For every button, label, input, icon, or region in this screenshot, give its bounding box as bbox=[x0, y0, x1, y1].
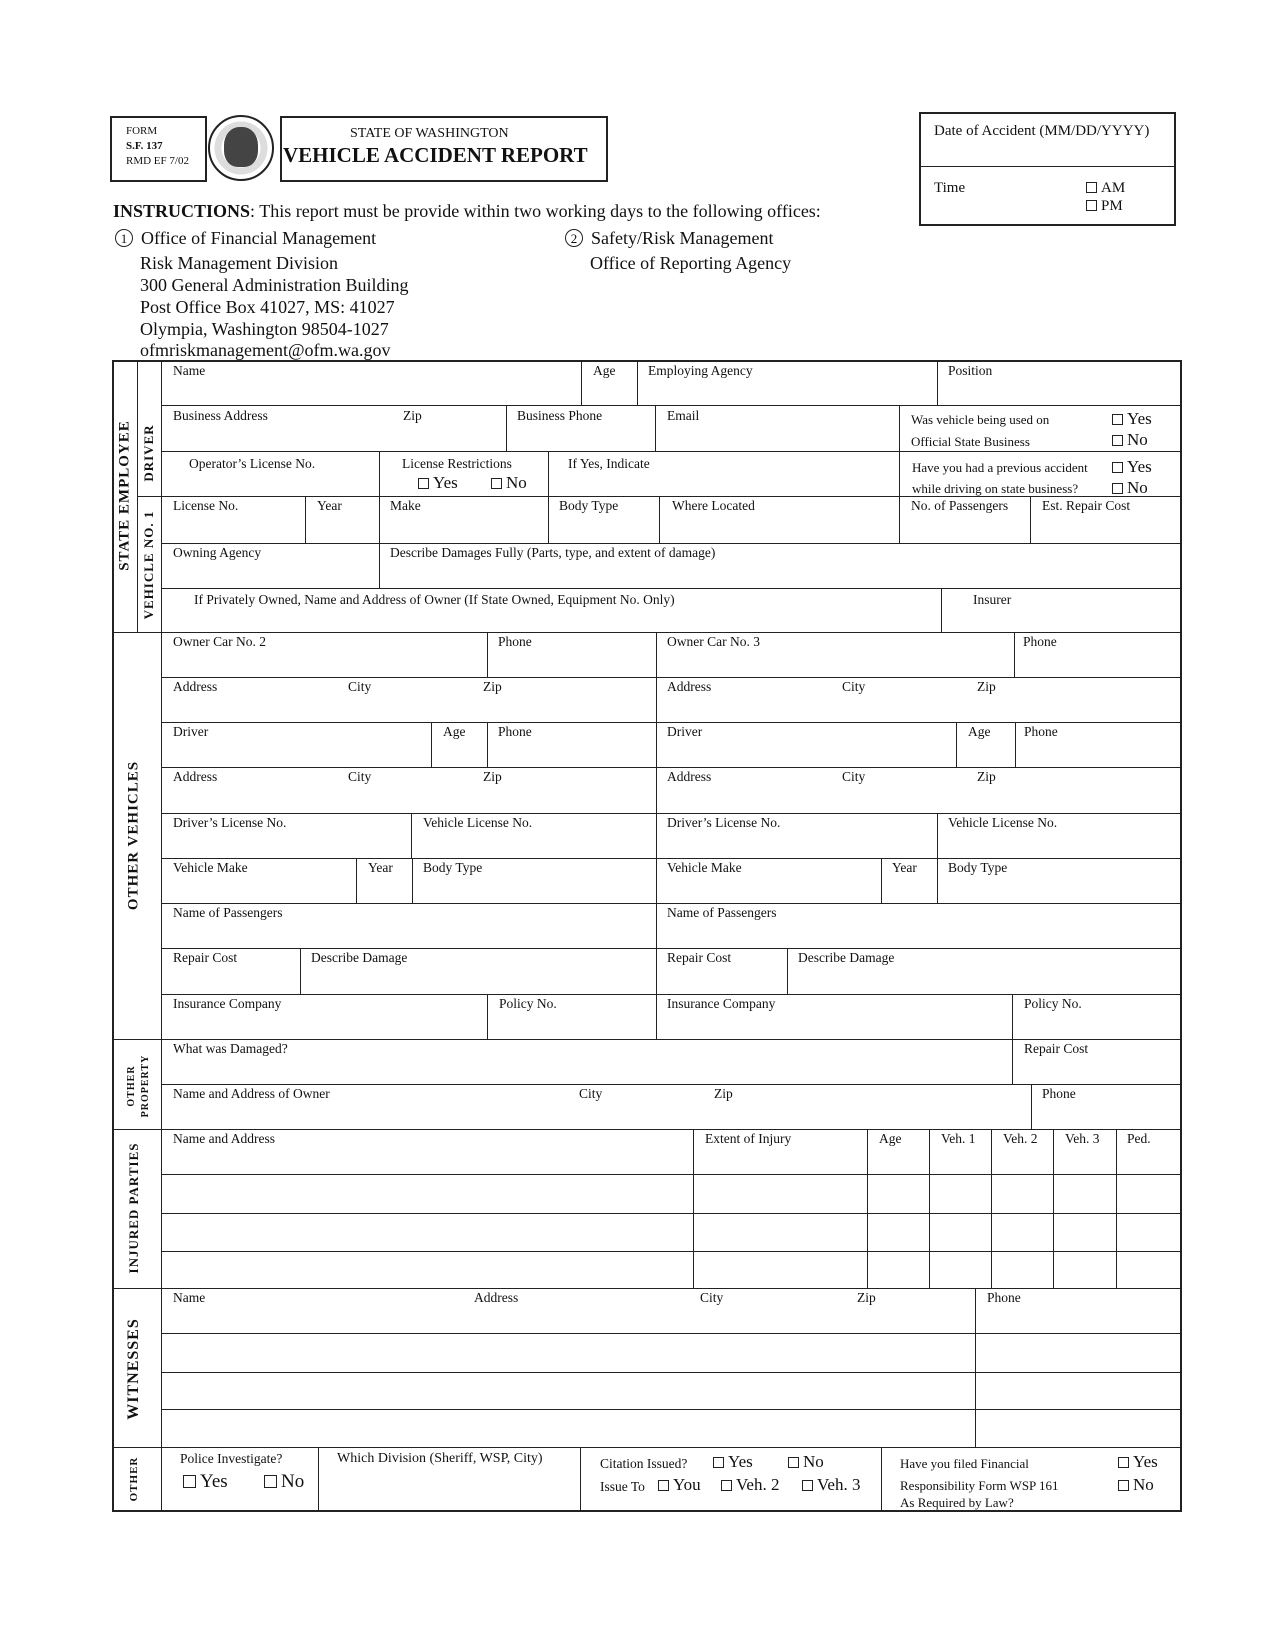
divider bbox=[161, 405, 1182, 406]
checkbox-icon bbox=[1118, 1480, 1129, 1491]
office1-line: Olympia, Washington 98504-1027 bbox=[140, 319, 389, 339]
cell-divider bbox=[656, 632, 657, 1039]
number-of-passengers-field[interactable]: No. of Passengers bbox=[911, 498, 1009, 513]
divider bbox=[161, 1333, 1182, 1334]
issue-to-veh2-checkbox[interactable] bbox=[721, 1476, 779, 1493]
divider bbox=[161, 767, 1182, 768]
office2-line: Office of Reporting Agency bbox=[590, 253, 792, 273]
official-yes-checkbox[interactable] bbox=[1112, 410, 1152, 427]
driver-car-3-zip-field[interactable]: Zip bbox=[977, 769, 996, 784]
checkbox-icon bbox=[183, 1475, 196, 1488]
divider bbox=[161, 1213, 1182, 1214]
washington-seal-icon bbox=[208, 115, 274, 181]
citation-issued-label: Citation Issued? bbox=[600, 1456, 688, 1471]
divider bbox=[161, 948, 1182, 949]
divider bbox=[919, 166, 1176, 167]
office1-line: Office of Financial Management bbox=[141, 228, 377, 248]
injured-veh1-header: Veh. 1 bbox=[941, 1131, 976, 1146]
divider bbox=[161, 451, 1182, 452]
driver-car-3-phone-field[interactable]: Phone bbox=[1024, 724, 1058, 739]
divider bbox=[161, 1084, 1182, 1085]
financial-question: Have you filed Financial bbox=[900, 1456, 1029, 1471]
cell-divider bbox=[899, 405, 900, 496]
cell-divider bbox=[1031, 1084, 1032, 1129]
injured-veh2-header: Veh. 2 bbox=[1003, 1131, 1038, 1146]
yes-label: Yes bbox=[433, 473, 458, 492]
car-2-vehicle-make-field[interactable]: Vehicle Make bbox=[173, 860, 248, 875]
office1-email[interactable]: ofmriskmanagement@ofm.wa.gov bbox=[140, 340, 391, 360]
veh2-label: Veh. 2 bbox=[736, 1475, 780, 1494]
section-driver: DRIVER bbox=[141, 424, 156, 482]
cell-divider bbox=[899, 496, 900, 543]
cell-divider bbox=[356, 858, 357, 903]
divider bbox=[161, 1372, 1182, 1373]
cell-divider bbox=[1053, 1129, 1054, 1288]
divider bbox=[161, 1251, 1182, 1252]
no-label: No bbox=[506, 473, 527, 492]
divider bbox=[161, 903, 1182, 904]
driver-car-3-field[interactable]: Driver bbox=[667, 724, 703, 739]
checkbox-icon bbox=[1086, 182, 1097, 193]
form-label: FORM bbox=[126, 125, 158, 137]
divider bbox=[161, 496, 1182, 497]
page-title: VEHICLE ACCIDENT REPORT bbox=[283, 143, 588, 167]
restrictions-no-checkbox[interactable] bbox=[491, 474, 527, 491]
cell-divider bbox=[881, 858, 882, 903]
section-other-property: OTHER PROPERTY bbox=[126, 1054, 151, 1118]
circled-number-icon: 1 bbox=[115, 229, 133, 247]
owner-car-3-zip-field[interactable]: Zip bbox=[977, 679, 996, 694]
checkbox-icon bbox=[418, 478, 429, 489]
owner-car-2-address-field[interactable]: Address bbox=[173, 679, 218, 694]
divider bbox=[161, 858, 1182, 859]
divider bbox=[161, 588, 1182, 589]
checkbox-icon bbox=[1086, 200, 1097, 211]
car-3-insurance-field[interactable]: Insurance Company bbox=[667, 996, 776, 1011]
witness-zip-header: Zip bbox=[857, 1290, 876, 1305]
cell-divider bbox=[937, 858, 938, 903]
official-no-checkbox[interactable] bbox=[1112, 431, 1148, 448]
vehicle-body-type-field[interactable]: Body Type bbox=[559, 498, 619, 513]
section-injured-parties: INJURED PARTIES bbox=[126, 1142, 141, 1274]
cell-divider bbox=[1030, 496, 1031, 543]
vehicle-year-field[interactable]: Year bbox=[317, 498, 342, 513]
divider bbox=[161, 677, 1182, 678]
car-2-body-type-field[interactable]: Body Type bbox=[423, 860, 483, 875]
driver-car-3-city-field[interactable]: City bbox=[842, 769, 866, 784]
yes-label: Yes bbox=[1133, 1452, 1158, 1471]
am-checkbox[interactable] bbox=[1086, 181, 1125, 196]
est-repair-cost-field[interactable]: Est. Repair Cost bbox=[1042, 498, 1131, 513]
issue-to-veh3-checkbox[interactable] bbox=[802, 1476, 860, 1493]
checkbox-icon bbox=[1118, 1457, 1129, 1468]
cell-divider bbox=[487, 994, 488, 1039]
you-label: You bbox=[673, 1475, 701, 1494]
previous-yes-checkbox[interactable] bbox=[1112, 458, 1152, 475]
private-owner-field[interactable]: If Privately Owned, Name and Address of Owner (If State Owned, Equipment No. Only) bbox=[194, 592, 675, 607]
injured-name-header: Name and Address bbox=[173, 1131, 275, 1146]
cell-divider bbox=[937, 813, 938, 858]
office2-heading bbox=[565, 229, 773, 247]
checkbox-icon bbox=[491, 478, 502, 489]
car-2-repair-cost-field[interactable]: Repair Cost bbox=[173, 950, 238, 965]
cell-divider bbox=[881, 1447, 882, 1512]
cell-divider bbox=[1116, 1129, 1117, 1288]
driver-car-2-zip-field[interactable]: Zip bbox=[483, 769, 502, 784]
divider bbox=[161, 994, 1182, 995]
section-other-vehicles: OTHER VEHICLES bbox=[125, 760, 142, 911]
car-2-insurance-field[interactable]: Insurance Company bbox=[173, 996, 282, 1011]
cell-divider bbox=[655, 405, 656, 451]
issue-to-label: Issue To bbox=[600, 1479, 645, 1494]
section-other: OTHER bbox=[128, 1456, 140, 1502]
divider bbox=[112, 1447, 1182, 1448]
cell-divider bbox=[581, 360, 582, 405]
checkbox-icon bbox=[1112, 435, 1123, 446]
office1-heading bbox=[115, 229, 376, 247]
property-city-field[interactable]: City bbox=[579, 1086, 603, 1101]
citation-no-checkbox[interactable] bbox=[788, 1453, 824, 1470]
driver-car-2-phone-field[interactable]: Phone bbox=[498, 724, 532, 739]
cell-divider bbox=[487, 722, 488, 767]
vehicle-make-field[interactable]: Make bbox=[390, 498, 421, 513]
if-yes-indicate-field[interactable]: If Yes, Indicate bbox=[568, 456, 650, 471]
business-zip-field[interactable]: Zip bbox=[403, 408, 422, 423]
cell-divider bbox=[787, 948, 788, 994]
cell-divider bbox=[379, 496, 380, 588]
car-3-year-field[interactable]: Year bbox=[892, 860, 917, 875]
driver-name-field[interactable]: Name bbox=[173, 363, 206, 378]
financial-yes-checkbox[interactable] bbox=[1118, 1453, 1158, 1470]
owner-car-3-city-field[interactable]: City bbox=[842, 679, 866, 694]
cell-divider bbox=[659, 496, 660, 543]
previous-accident-question: while driving on state business? bbox=[912, 481, 1079, 496]
divider bbox=[161, 722, 1182, 723]
police-yes-checkbox[interactable] bbox=[183, 1472, 228, 1491]
owner-car-2-phone-field[interactable]: Phone bbox=[498, 634, 532, 649]
driver-car-2-field[interactable]: Driver bbox=[173, 724, 209, 739]
divider bbox=[112, 1129, 1182, 1130]
business-phone-field[interactable]: Business Phone bbox=[517, 408, 603, 423]
no-label: No bbox=[281, 1471, 305, 1492]
police-investigate-label: Police Investigate? bbox=[180, 1451, 283, 1466]
owner-car-3-field[interactable]: Owner Car No. 3 bbox=[667, 634, 760, 649]
financial-question: Responsibility Form WSP 161 bbox=[900, 1478, 1059, 1493]
business-address-field[interactable]: Business Address bbox=[173, 408, 268, 423]
checkbox-icon bbox=[713, 1457, 724, 1468]
insurer-field[interactable]: Insurer bbox=[973, 592, 1012, 607]
instructions-text: : This report must be provide within two working days to the following offices: bbox=[250, 201, 821, 221]
previous-accident-question: Have you had a previous accident bbox=[912, 460, 1088, 475]
divider bbox=[161, 1409, 1182, 1410]
owner-car-2-zip-field[interactable]: Zip bbox=[483, 679, 502, 694]
license-restrictions-label: License Restrictions bbox=[402, 456, 512, 471]
form-number: S.F. 137 bbox=[126, 140, 163, 152]
section-state-employee: STATE EMPLOYEE bbox=[116, 420, 133, 571]
witness-name-header: Name bbox=[173, 1290, 206, 1305]
official-business-question: Official State Business bbox=[911, 434, 1030, 449]
form-table bbox=[112, 360, 1182, 1512]
driver-car-3-age-field[interactable]: Age bbox=[968, 724, 991, 739]
car-3-repair-cost-field[interactable]: Repair Cost bbox=[667, 950, 732, 965]
driver-car-2-city-field[interactable]: City bbox=[348, 769, 372, 784]
witness-phone-header: Phone bbox=[987, 1290, 1021, 1305]
driver-car-2-address-field[interactable]: Address bbox=[173, 769, 218, 784]
car-3-drivers-license-field[interactable]: Driver’s License No. bbox=[667, 815, 781, 830]
yes-label: Yes bbox=[728, 1452, 753, 1471]
form-revision: RMD EF 7/02 bbox=[126, 155, 189, 167]
owner-car-3-phone-field[interactable]: Phone bbox=[1023, 634, 1057, 649]
no-label: No bbox=[1133, 1475, 1154, 1494]
cell-divider bbox=[431, 722, 432, 767]
position-field[interactable]: Position bbox=[948, 363, 993, 378]
section-witnesses: WITNESSES bbox=[125, 1318, 142, 1420]
cell-divider bbox=[693, 1129, 694, 1288]
yes-label: Yes bbox=[1127, 409, 1152, 428]
cell-divider bbox=[300, 948, 301, 994]
car-2-year-field[interactable]: Year bbox=[368, 860, 393, 875]
state-name: STATE OF WASHINGTON bbox=[350, 126, 509, 141]
cell-divider bbox=[1015, 722, 1016, 767]
injured-ped-header: Ped. bbox=[1127, 1131, 1151, 1146]
operators-license-field[interactable]: Operator’s License No. bbox=[189, 456, 316, 471]
owning-agency-field[interactable]: Owning Agency bbox=[173, 545, 262, 560]
injured-veh3-header: Veh. 3 bbox=[1065, 1131, 1100, 1146]
section-divider bbox=[161, 360, 162, 1512]
employing-agency-field[interactable]: Employing Agency bbox=[648, 363, 753, 378]
injured-age-header: Age bbox=[879, 1131, 902, 1146]
instructions-lead: INSTRUCTIONS bbox=[113, 201, 251, 221]
police-no-checkbox[interactable] bbox=[264, 1472, 304, 1491]
office1-line: Post Office Box 41027, MS: 41027 bbox=[140, 297, 395, 317]
cell-divider bbox=[548, 451, 549, 496]
checkbox-icon bbox=[1112, 414, 1123, 425]
driver-car-2-age-field[interactable]: Age bbox=[443, 724, 466, 739]
cell-divider bbox=[1012, 994, 1013, 1039]
driver-age-field[interactable]: Age bbox=[593, 363, 616, 378]
driver-car-3-address-field[interactable]: Address bbox=[667, 769, 712, 784]
divider bbox=[112, 632, 1182, 633]
previous-no-checkbox[interactable] bbox=[1112, 479, 1148, 496]
cell-divider bbox=[318, 1447, 319, 1512]
checkbox-icon bbox=[721, 1480, 732, 1491]
instructions-line bbox=[113, 202, 821, 220]
checkbox-icon bbox=[658, 1480, 669, 1491]
cell-divider bbox=[941, 588, 942, 632]
no-label: No bbox=[1127, 430, 1148, 449]
date-of-accident-label: Date of Accident (MM/DD/YYYY) bbox=[934, 123, 1150, 139]
office1-line: 300 General Administration Building bbox=[140, 275, 409, 295]
cell-divider bbox=[975, 1288, 976, 1447]
checkbox-icon bbox=[264, 1475, 277, 1488]
cell-divider bbox=[1014, 632, 1015, 677]
what-was-damaged-field[interactable]: What was Damaged? bbox=[173, 1041, 288, 1056]
divider bbox=[112, 1288, 1182, 1289]
car-3-describe-damage-field[interactable]: Describe Damage bbox=[798, 950, 895, 965]
witness-city-header: City bbox=[700, 1290, 724, 1305]
where-located-field[interactable]: Where Located bbox=[672, 498, 755, 513]
office2-line: Safety/Risk Management bbox=[591, 228, 774, 248]
cell-divider bbox=[506, 405, 507, 451]
restrictions-yes-checkbox[interactable] bbox=[418, 474, 458, 491]
property-zip-field[interactable]: Zip bbox=[714, 1086, 733, 1101]
pm-label: PM bbox=[1101, 198, 1123, 214]
cell-divider bbox=[929, 1129, 930, 1288]
cell-divider bbox=[580, 1447, 581, 1512]
yes-label: Yes bbox=[1127, 457, 1152, 476]
cell-divider bbox=[411, 813, 412, 858]
issue-to-you-checkbox[interactable] bbox=[658, 1476, 701, 1493]
pm-checkbox[interactable] bbox=[1086, 199, 1123, 214]
office1-line: Risk Management Division bbox=[140, 253, 338, 273]
cell-divider bbox=[379, 451, 380, 496]
property-owner-field[interactable]: Name and Address of Owner bbox=[173, 1086, 330, 1101]
citation-yes-checkbox[interactable] bbox=[713, 1453, 753, 1470]
checkbox-icon bbox=[788, 1457, 799, 1468]
checkbox-icon bbox=[1112, 462, 1123, 473]
property-phone-field[interactable]: Phone bbox=[1042, 1086, 1076, 1101]
cell-divider bbox=[867, 1129, 868, 1288]
property-repair-cost-field[interactable]: Repair Cost bbox=[1024, 1041, 1089, 1056]
cell-divider bbox=[305, 496, 306, 543]
car-2-drivers-license-field[interactable]: Driver’s License No. bbox=[173, 815, 287, 830]
veh3-label: Veh. 3 bbox=[817, 1475, 861, 1494]
financial-no-checkbox[interactable] bbox=[1118, 1476, 1154, 1493]
email-field[interactable]: Email bbox=[667, 408, 700, 423]
section-vehicle-1: VEHICLE NO. 1 bbox=[141, 510, 156, 620]
describe-damages-field[interactable]: Describe Damages Fully (Parts, type, and extent of damage) bbox=[390, 545, 716, 560]
owner-car-3-address-field[interactable]: Address bbox=[667, 679, 712, 694]
injured-extent-header: Extent of Injury bbox=[705, 1131, 792, 1146]
divider bbox=[161, 1174, 1182, 1175]
cell-divider bbox=[937, 360, 938, 405]
car-3-vehicle-license-field[interactable]: Vehicle License No. bbox=[948, 815, 1058, 830]
car-2-vehicle-license-field[interactable]: Vehicle License No. bbox=[423, 815, 533, 830]
cell-divider bbox=[956, 722, 957, 767]
no-label: No bbox=[1127, 478, 1148, 497]
no-label: No bbox=[803, 1452, 824, 1471]
divider bbox=[112, 1039, 1182, 1040]
cell-divider bbox=[412, 858, 413, 903]
cell-divider bbox=[487, 632, 488, 677]
cell-divider bbox=[1012, 1039, 1013, 1084]
car-3-policy-field[interactable]: Policy No. bbox=[1024, 996, 1082, 1011]
witness-address-header: Address bbox=[474, 1290, 519, 1305]
cell-divider bbox=[637, 360, 638, 405]
car-2-describe-damage-field[interactable]: Describe Damage bbox=[311, 950, 408, 965]
car-3-passengers-field[interactable]: Name of Passengers bbox=[667, 905, 777, 920]
cell-divider bbox=[548, 496, 549, 543]
am-label: AM bbox=[1101, 180, 1126, 196]
car-2-passengers-field[interactable]: Name of Passengers bbox=[173, 905, 283, 920]
checkbox-icon bbox=[1112, 483, 1123, 494]
divider bbox=[161, 543, 1182, 544]
vehicle-license-field[interactable]: License No. bbox=[173, 498, 239, 513]
official-business-question: Was vehicle being used on bbox=[911, 412, 1050, 427]
checkbox-icon bbox=[802, 1480, 813, 1491]
time-label: Time bbox=[934, 180, 966, 196]
car-3-vehicle-make-field[interactable]: Vehicle Make bbox=[667, 860, 742, 875]
owner-car-2-field[interactable]: Owner Car No. 2 bbox=[173, 634, 266, 649]
which-division-field[interactable]: Which Division (Sheriff, WSP, City) bbox=[337, 1451, 543, 1466]
car-3-body-type-field[interactable]: Body Type bbox=[948, 860, 1008, 875]
car-2-policy-field[interactable]: Policy No. bbox=[499, 996, 557, 1011]
financial-question: As Required by Law? bbox=[900, 1495, 1014, 1510]
owner-car-2-city-field[interactable]: City bbox=[348, 679, 372, 694]
yes-label: Yes bbox=[200, 1471, 228, 1492]
divider bbox=[161, 813, 1182, 814]
cell-divider bbox=[991, 1129, 992, 1288]
circled-number-icon: 2 bbox=[565, 229, 583, 247]
